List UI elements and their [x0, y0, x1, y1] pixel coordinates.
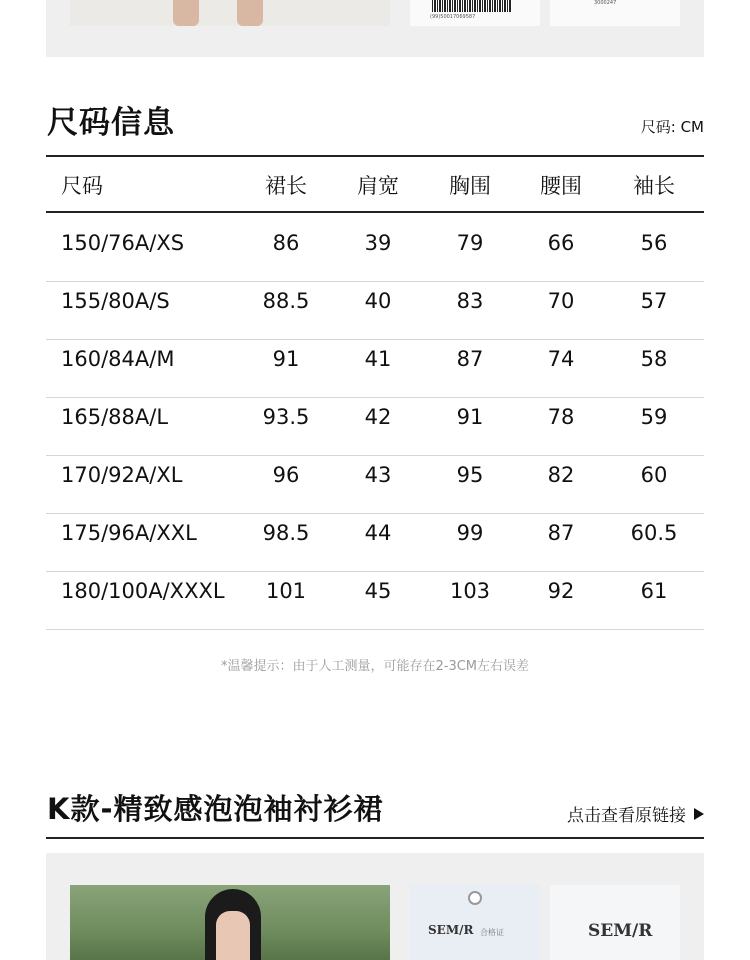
header-waist: 腰围 — [540, 173, 582, 198]
cell-size: 155/80A/S — [61, 289, 170, 313]
label-code: 3000247 — [594, 0, 617, 6]
cell-sleeve: 59 — [640, 405, 668, 429]
cell-bust: 103 — [449, 579, 491, 603]
cell-skirt-length: 98.5 — [262, 521, 310, 545]
cell-size: 160/84A/M — [61, 347, 175, 371]
model-face-shape — [216, 911, 250, 960]
cell-waist: 66 — [547, 231, 575, 255]
cell-skirt-length: 91 — [272, 347, 300, 371]
cell-skirt-length: 86 — [272, 231, 300, 255]
leg-shape — [237, 0, 263, 26]
cell-bust: 95 — [456, 463, 484, 487]
size-info-title: 尺码信息 — [47, 105, 175, 141]
play-triangle-icon — [694, 808, 704, 820]
cell-waist: 92 — [547, 579, 575, 603]
leg-shape — [173, 0, 199, 26]
cell-shoulder: 44 — [364, 521, 392, 545]
product-k-label-photo[interactable] — [550, 885, 680, 960]
cell-sleeve: 60.5 — [630, 521, 678, 545]
header-bust: 胸围 — [449, 173, 491, 198]
cell-shoulder: 43 — [364, 463, 392, 487]
cell-size: 165/88A/L — [61, 405, 169, 429]
cell-skirt-length: 88.5 — [262, 289, 310, 313]
cell-sleeve: 56 — [640, 231, 668, 255]
cell-bust: 87 — [456, 347, 484, 371]
row-divider — [46, 397, 704, 398]
product-k-model-photo[interactable] — [70, 885, 390, 960]
table-row — [46, 214, 704, 272]
tag-ring-icon — [468, 891, 482, 905]
cell-sleeve: 60 — [640, 463, 668, 487]
size-table — [46, 157, 704, 620]
cell-bust: 79 — [456, 231, 484, 255]
cell-sleeve: 58 — [640, 347, 668, 371]
barcode-number: (99)50017069587 — [430, 14, 476, 20]
cell-shoulder: 45 — [364, 579, 392, 603]
cell-size: 180/100A/XXXL — [61, 579, 225, 603]
cell-skirt-length: 101 — [265, 579, 307, 603]
product-k-rule — [46, 837, 704, 839]
row-divider — [46, 281, 704, 282]
row-divider — [46, 455, 704, 456]
row-divider — [46, 571, 704, 572]
cell-skirt-length: 96 — [272, 463, 300, 487]
cell-waist: 70 — [547, 289, 575, 313]
product-photo-legs[interactable] — [70, 0, 390, 26]
product-k-hangtag-photo[interactable] — [410, 885, 540, 960]
cell-size: 175/96A/XXL — [61, 521, 197, 545]
row-divider — [46, 629, 704, 630]
measurement-note: *温馨提示：由于人工测量，可能存在2-3CM左右误差 — [220, 659, 530, 674]
cell-waist: 87 — [547, 521, 575, 545]
cell-shoulder: 42 — [364, 405, 392, 429]
header-size: 尺码 — [61, 173, 103, 198]
cell-skirt-length: 93.5 — [262, 405, 310, 429]
cell-sleeve: 57 — [640, 289, 668, 313]
product-k-title: K款-精致感泡泡袖衬衫裙 — [47, 792, 384, 826]
label-photo[interactable] — [550, 0, 680, 26]
header-shoulder: 肩宽 — [357, 173, 399, 198]
cell-size: 170/92A/XL — [61, 463, 183, 487]
cell-shoulder: 39 — [364, 231, 392, 255]
view-original-link-label: 点击查看原链接 — [567, 806, 686, 826]
cell-waist: 82 — [547, 463, 575, 487]
unit-label: 尺码: CM — [640, 118, 704, 136]
cell-bust: 83 — [456, 289, 484, 313]
header-skirt-length: 裙长 — [265, 173, 307, 198]
barcode-graphic — [432, 0, 512, 12]
cell-size: 150/76A/XS — [61, 231, 185, 255]
size-table-header — [46, 157, 704, 212]
cell-waist: 78 — [547, 405, 575, 429]
cell-shoulder: 41 — [364, 347, 392, 371]
cell-shoulder: 40 — [364, 289, 392, 313]
row-divider — [46, 339, 704, 340]
cell-bust: 91 — [456, 405, 484, 429]
row-divider — [46, 513, 704, 514]
hangtag-photo[interactable] — [410, 0, 540, 26]
header-sleeve: 袖长 — [633, 173, 675, 198]
cell-sleeve: 61 — [640, 579, 668, 603]
cell-waist: 74 — [547, 347, 575, 371]
tag-cert-text: 合格证 — [480, 928, 504, 937]
tag-brand-text: SEM/R — [428, 923, 474, 937]
view-original-link[interactable] — [567, 801, 704, 826]
cell-bust: 99 — [456, 521, 484, 545]
label-brand-text: SEM/R — [588, 921, 653, 941]
